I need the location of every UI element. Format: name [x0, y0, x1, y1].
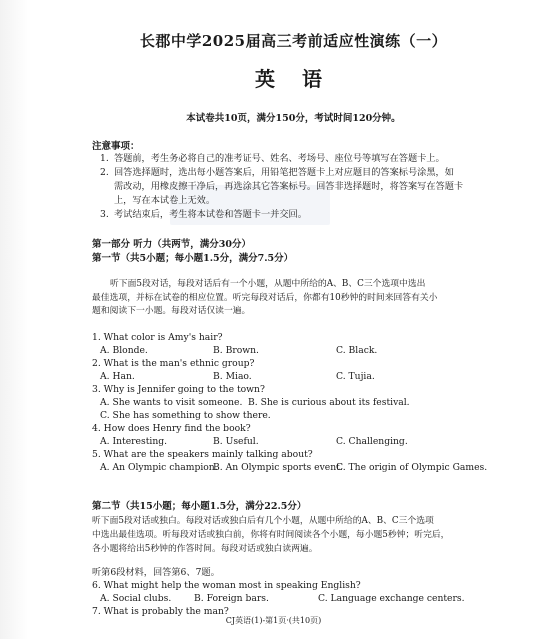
question: 5. What are the speakers mainly talking about? — [92, 448, 313, 460]
answer-option[interactable]: A. Blonde. — [100, 344, 148, 356]
part1-heading: 第一部分 听力（共两节，满分30分） — [92, 239, 252, 250]
section1-questions — [92, 331, 495, 474]
answer-option[interactable]: A. Interesting. — [100, 435, 168, 447]
answer-option[interactable]: A. An Olympic champion. — [100, 461, 218, 473]
section1-instructions — [92, 278, 495, 319]
option-row — [92, 396, 495, 409]
note-text: 考试结束后，考生将本试卷和答题卡一并交回。 — [114, 209, 307, 220]
option-row — [92, 370, 495, 383]
answer-option[interactable]: B. Useful. — [213, 435, 259, 447]
answer-option[interactable]: C. Black. — [336, 344, 378, 356]
instruction-line: 题和阅读下一小题。每段对话仅读一遍。 — [92, 306, 251, 316]
question: 4. How does Henry find the book? — [92, 422, 251, 434]
note-text: 上，写在本试卷上无效。 — [114, 195, 216, 206]
answer-option[interactable]: C. The origin of Olympic Games. — [336, 461, 488, 473]
instruction-line: 听下面5段对话或独白。每段对话或独白后有几个小题，从题中所给的A、B、C三个选项 — [92, 515, 434, 526]
note-text: 答题前，考生务必将自己的准考证号、姓名、考场号、座位号等填写在答题卡上。 — [114, 153, 445, 164]
answer-option[interactable]: B. An Olympic sports event. — [213, 461, 343, 473]
answer-option[interactable]: C. Tujia. — [336, 370, 375, 382]
answer-option[interactable]: B. Brown. — [213, 344, 259, 356]
page-footer: CJ英语(1)-第1页·(共10页) — [225, 616, 322, 625]
instruction-line: 中选出最佳选项。听每段对话或独白前，你将有时间阅读各个小题，每小题5秒钟；听完后， — [92, 529, 450, 540]
question: 3. Why is Jennifer going to the town? — [92, 383, 265, 395]
option-row — [92, 592, 495, 605]
notes-list — [92, 152, 495, 222]
answer-option[interactable]: B. She is curious about its festival. — [248, 396, 410, 408]
option-row — [92, 344, 495, 357]
note-item — [100, 166, 495, 208]
note-number: 3. — [100, 209, 109, 220]
section2-instructions — [92, 514, 495, 556]
answer-option[interactable]: A. Social clubs. — [100, 592, 172, 604]
note-item — [100, 152, 495, 166]
option-row — [92, 461, 495, 474]
instruction-line: 最佳选项，并标在试卷的相应位置。听完每段对话后，你都有10秒钟的时间来回答有关小 — [92, 292, 438, 303]
answer-option[interactable]: C. Challenging. — [336, 435, 408, 447]
notes-heading: 注意事项： — [92, 141, 140, 152]
question: 1. What color is Amy's hair? — [92, 331, 223, 343]
question: 2. What is the man's ethnic group? — [92, 357, 255, 369]
exam-info: 本试卷共10页，满分150分，考试时间120分钟。 — [186, 113, 401, 124]
answer-option[interactable]: C. Language exchange centers. — [318, 592, 465, 604]
answer-option[interactable]: C. She has something to show there. — [100, 409, 271, 421]
note-item — [100, 208, 495, 222]
note-text: 回答选择题时，选出每小题答案后，用铅笔把答题卡上对应题目的答案标号涂黑，如 — [114, 167, 454, 178]
note-number: 1. — [100, 153, 109, 164]
answer-option[interactable]: A. Han. — [100, 370, 135, 382]
instruction-line: 各小题将给出5秒钟的作答时间。每段对话或独白读两遍。 — [92, 543, 318, 554]
option-row — [92, 409, 495, 422]
answer-option[interactable]: B. Foreign bars. — [194, 592, 269, 604]
option-row — [92, 435, 495, 448]
exam-title: 长郡中学2025届高三考前适应性演练（一） — [139, 32, 448, 50]
note-text: 需改动，用橡皮擦干净后，再选涂其它答案标号。回答非选择题时，将答案写在答题卡 — [114, 181, 464, 192]
section1-heading: 第一节（共5小题；每小题1.5分，满分7.5分） — [92, 253, 294, 264]
note-number: 2. — [100, 167, 109, 178]
question: 7. What is probably the man? — [92, 605, 229, 617]
answer-option[interactable]: A. She wants to visit someone. — [100, 396, 243, 408]
question: 6. What might help the woman most in speaking English? — [92, 579, 361, 591]
material-prompt: 听第6段材料，回答第6、7题。 — [92, 566, 220, 578]
section2-heading: 第二节（共15小题；每小题1.5分，满分22.5分） — [92, 500, 307, 512]
instruction-line: 听下面5段对话，每段对话后有一个小题，从题中所给的A、B、C三个选项中选出 — [110, 279, 426, 289]
section2-questions — [92, 579, 495, 618]
subject-title: 英 语 — [255, 67, 332, 91]
answer-option[interactable]: B. Miao. — [213, 370, 252, 382]
